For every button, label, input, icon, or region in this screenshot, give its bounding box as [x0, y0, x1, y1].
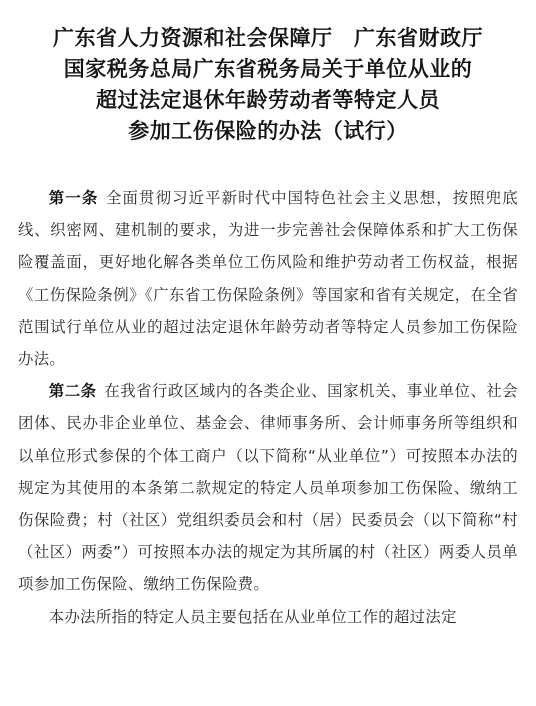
title-line-3: 超过法定退休年龄劳动者等特定人员: [96, 87, 440, 112]
article-2: [18, 375, 518, 600]
title-line-1: 广东省人力资源和社会保障厅 广东省财政厅: [53, 25, 483, 50]
title-line-2: 国家税务总局广东省税务局关于单位从业的: [63, 56, 473, 81]
article-2-text: 在我省行政区域内的各类企业、国家机关、事业单位、社会团体、民办非企业单位、基金会、律师事务所、会计师事务所等组织和以单位形式参保的个体工商户（以下简称“从业单位”）可按照本办法的规定为其使用的本条第二款规定的特定人员单项参加工伤保险、缴纳工伤保险费；村（社区）党组织委员会和村（居）民委员会（以下简称“村（社区）两委”）可按照本办法的规定为其所属的村（社区）两委人员单项参加工伤保险、缴纳工伤保险费。: [18, 382, 518, 594]
document-title: [18, 22, 518, 146]
title-line-4: 参加工伤保险的办法（试行）: [128, 118, 408, 143]
article-1-text: 全面贯彻习近平新时代中国特色社会主义思想，按照兜底线、织密网、建机制的要求，为进一步完善社会保障体系和扩大工伤保险覆盖面，更好地化解各类单位工伤风险和维护劳动者工伤权益，根据《工伤保险条例》《广东省工伤保险条例》等国家和省有关规定，在全省范围试行单位从业的超过法定退休年龄劳动者等特定人员参加工伤保险办法。: [18, 189, 518, 369]
article-1-number: 第一条: [48, 189, 99, 207]
article-1: [18, 182, 518, 375]
article-2-number: 第二条: [48, 382, 97, 401]
article-2-paragraph-2: [18, 601, 518, 633]
article-2-paragraph-2-text: 本办法所指的特定人员主要包括在从业单位工作的超过法定: [48, 607, 457, 626]
